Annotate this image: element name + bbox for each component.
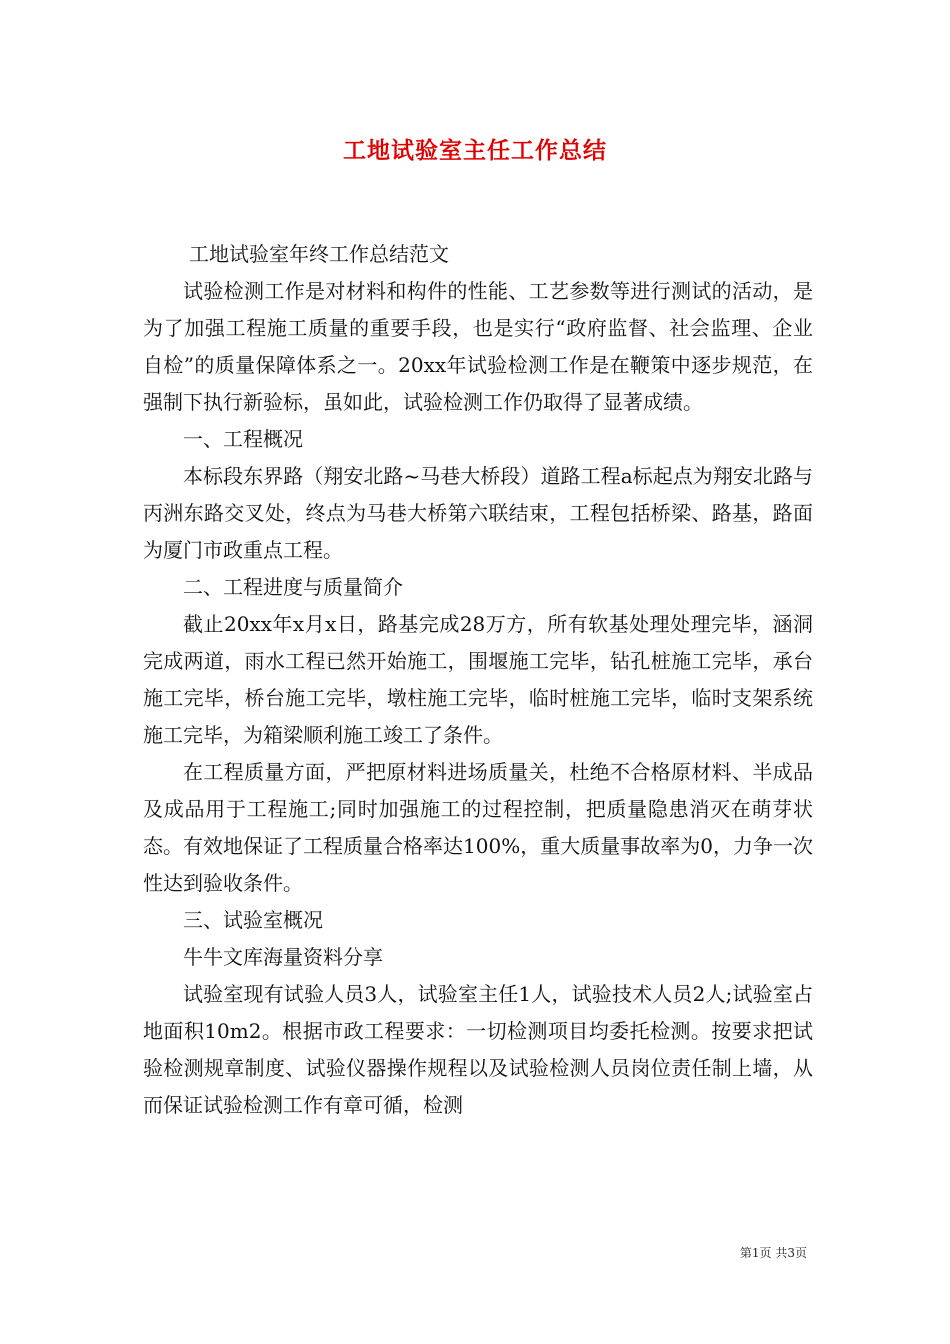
section-heading-1: 一、工程概况 <box>183 427 303 451</box>
document-body <box>143 236 813 1124</box>
paragraph-intro: 试验检测工作是对材料和构件的性能、工艺参数等进行测试的活动，是为了加强工程施工质量的重要手段，也是实行“政府监督、社会监理、企业自检”的质量保障体系之一。20xx年试验检测工作是在鞭策中逐步规范，在强制下执行新验标，虽如此，试验检测工作仍取得了显著成绩。 <box>143 279 813 414</box>
paragraph-watermark-line: 牛牛文库海量资料分享 <box>183 945 383 969</box>
paragraph-overview: 本标段东界路（翔安北路~马巷大桥段）道路工程a标起点为翔安北路与丙洲东路交叉处，终点为马巷大桥第六联结束，工程包括桥梁、路基，路面为厦门市政重点工程。 <box>143 464 813 562</box>
section-heading-3: 三、试验室概况 <box>183 908 323 932</box>
paragraph-progress: 截止20xx年x月x日，路基完成28万方，所有软基处理处理完毕，涵洞完成两道，雨水工程已然开始施工，围堰施工完毕，钻孔桩施工完毕，承台施工完毕，桥台施工完毕，墩柱施工完毕，临时桩施工完毕，临时支架系统施工完毕，为箱梁顺利施工竣工了条件。 <box>143 612 813 747</box>
paragraph-quality: 在工程质量方面，严把原材料进场质量关，杜绝不合格原材料、半成品及成品用于工程施工;同时加强施工的过程控制，把质量隐患消灭在萌芽状态。有效地保证了工程质量合格率达100%，重大质量事故率为0，力争一次性达到验收条件。 <box>143 760 813 895</box>
paragraph-subtitle: 工地试验室年终工作总结范文 <box>189 242 449 266</box>
section-heading-2: 二、工程进度与质量简介 <box>183 575 403 599</box>
paragraph-lab: 试验室现有试验人员3人，试验室主任1人，试验技术人员2人;试验室占地面积10m2。根据市政工程要求：一切检测项目均委托检测。按要求把试验检测规章制度、试验仪器操作规程以及试验检测人员岗位责任制上墙，从而保证试验检测工作有章可循，检测 <box>143 982 813 1117</box>
document-title: 工地试验室主任工作总结 <box>343 137 607 164</box>
page-number: 第1页 共3页 <box>739 1246 807 1260</box>
